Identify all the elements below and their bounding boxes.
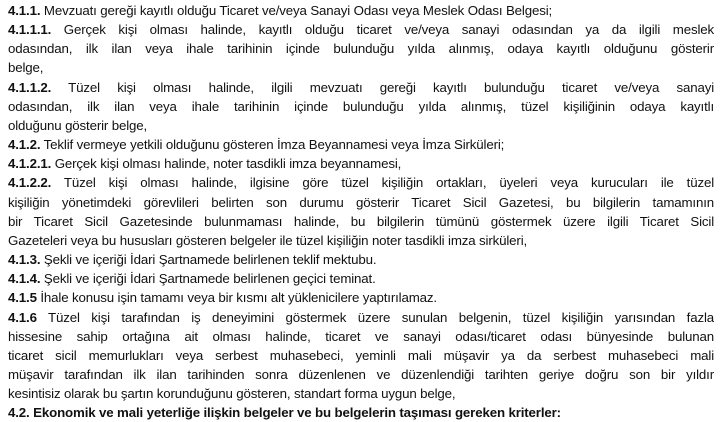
- line-text: olduğunu gösterir belge,: [8, 117, 148, 133]
- text-line: [8, 384, 714, 403]
- text-line: [8, 308, 714, 327]
- line-text: hissesine sahip ortağına ait olması halinde, ticaret ve sanayi odası/ticaret odası bünyesinde bulunan: [8, 328, 714, 344]
- text-line: [8, 78, 714, 97]
- line-text: kişiliğin yönetimdeki görevlileri belirten son durumu gösterir Ticaret Sicil Gazetesi, bu bilgilerin tamamının: [8, 194, 714, 210]
- line-text: İhale konusu işin tamamı veya bir kısmı alt yüklenicilere yaptırılamaz.: [36, 290, 437, 306]
- line-text: ticaret sicil memurlukları veya serbest muhasebeci, yeminli mali müşavir ya da serbest muhasebeci mali: [8, 347, 714, 363]
- section-number: 4.1.2.1.: [8, 156, 52, 172]
- line-text: müşavir tarafından ilk ilan tarihinden sonra düzenlenen ve düzenlendiği tarihten geriye doğru son bir yıldır: [8, 366, 714, 382]
- text-line: [8, 154, 714, 173]
- text-line: [8, 39, 714, 58]
- line-text: Teklif vermeye yetkili olduğunu gösteren İmza Beyannamesi veya İmza Sirküleri;: [40, 137, 505, 153]
- line-text: Ekonomik ve mali yeterliğe ilişkin belgeler ve bu belgelerin taşıması gereken kriterler:: [29, 405, 561, 421]
- section-number: 4.1.2.: [8, 137, 41, 153]
- section-number: 4.1.4.: [8, 271, 41, 287]
- line-text: Şekli ve içeriği İdari Şartnamede belirlenen geçici teminat.: [40, 271, 376, 287]
- text-line: [8, 97, 714, 116]
- line-text: Gerçek kişi olması halinde, kayıtlı olduğu ticaret ve/veya sanayi odasından ya da ilgili meslek: [51, 22, 714, 38]
- line-text: Gerçek kişi olması halinde, noter tasdikli imza beyannamesi,: [51, 156, 402, 172]
- line-text: odasından, ilk ilan veya ihale tarihinin içinde bulunduğu yılda alınmış, tüzel kişiliğinin odaya kayıtlı: [8, 98, 714, 114]
- text-line: [8, 250, 714, 269]
- text-line: [8, 58, 714, 77]
- text-line: [8, 231, 714, 250]
- text-line: [8, 135, 714, 154]
- text-line: [8, 288, 714, 307]
- text-line: [8, 193, 714, 212]
- line-text: kesintisiz olarak bu şartın korunduğunu gösteren, standart forma uygun belge,: [8, 386, 456, 402]
- line-text: Tüzel kişi tarafından iş deneyimini göstermek üzere sunulan belgenin, tüzel kişiliğin yarısından fazla: [36, 309, 714, 325]
- line-text: belge,: [8, 60, 44, 76]
- section-number: 4.1.2.2.: [8, 175, 52, 191]
- line-text: Gazeteleri veya bu hususları gösteren belgeler ile tüzel kişiliğin noter tasdikli imza sirküleri,: [8, 232, 528, 248]
- section-number: 4.2.: [8, 405, 30, 421]
- text-line: [8, 403, 714, 422]
- line-text: Tüzel kişi olması halinde, ilgili mevzuatı gereği kayıtlı bulunduğu ticaret ve/veya sanayi: [51, 79, 714, 95]
- line-text: bir Ticaret Sicil Gazetesinde bulunmaması halinde, bu bilgilerin tümünü göstermek üzere ilgili Ticaret Sicil: [8, 213, 714, 229]
- section-number: 4.1.5: [8, 290, 37, 306]
- line-text: Tüzel kişi olması halinde, ilgisine göre tüzel kişiliğin ortakları, üyeleri veya kurucuları ile tüzel: [51, 175, 714, 191]
- text-line: [8, 212, 714, 231]
- section-number: 4.1.1.1.: [8, 22, 52, 38]
- text-line: [8, 269, 714, 288]
- line-text: Şekli ve içeriği İdari Şartnamede belirlenen teklif mektubu.: [40, 252, 377, 268]
- text-line: [8, 365, 714, 384]
- section-number: 4.1.6: [8, 309, 37, 325]
- text-line: [8, 1, 714, 20]
- line-text: odasından, ilk ilan veya ihale tarihinin içinde bulunduğu yılda alınmış, odaya kayıtlı olduğunu gösterir: [8, 41, 714, 57]
- text-line: [8, 173, 714, 192]
- text-line: [8, 327, 714, 346]
- text-line: [8, 20, 714, 39]
- section-number: 4.1.1.: [8, 3, 41, 18]
- section-number: 4.1.3.: [8, 252, 41, 268]
- section-number: 4.1.1.2.: [8, 79, 52, 95]
- text-line: [8, 346, 714, 365]
- text-line: [8, 116, 714, 135]
- line-text: Mevzuatı gereği kayıtlı olduğu Ticaret ve/veya Sanayi Odası veya Meslek Odası Belgesi;: [40, 3, 553, 18]
